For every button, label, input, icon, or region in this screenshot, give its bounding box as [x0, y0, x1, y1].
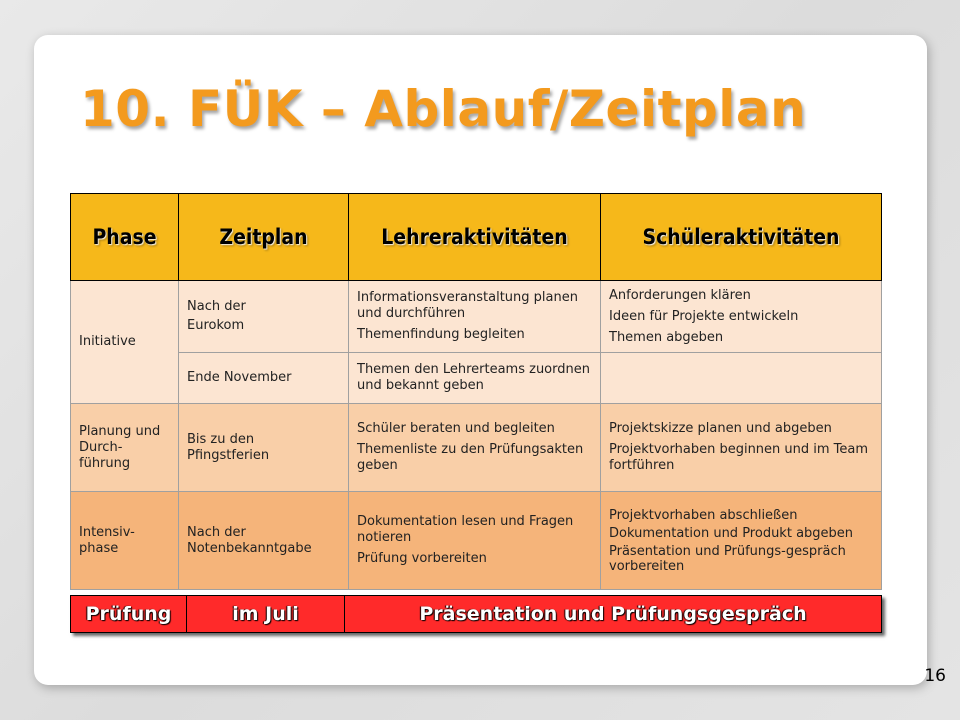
zeitplan-cell: Ende November	[179, 353, 349, 404]
header-phase: Phase	[71, 194, 179, 281]
lehrer-cell: Dokumentation lesen und Fragen notieren Prüfung vorbereiten	[349, 492, 601, 590]
lehrer-cell: Informationsveranstaltung planen und durchführen Themenfindung begleiten	[349, 281, 601, 353]
table-row	[71, 353, 882, 404]
zeitplan-cell: Bis zu den Pfingstferien	[179, 404, 349, 492]
header-schueleraktivitaeten: Schüleraktivitäten	[601, 194, 882, 281]
lehrer-cell: Schüler beraten und begleiten Themenliste zu den Prüfungsakten geben	[349, 404, 601, 492]
table-row	[71, 492, 882, 590]
schueler-cell: Anforderungen klären Ideen für Projekte entwickeln Themen abgeben	[601, 281, 882, 353]
phase-cell: Initiative	[71, 281, 179, 404]
schueler-cell: Projektskizze planen und abgeben Projektvorhaben beginnen und im Team fortführen	[601, 404, 882, 492]
page-number: 16	[924, 666, 946, 686]
zeitplan-cell: Nach der Notenbekanntgabe	[179, 492, 349, 590]
pruefung-time: im Juli	[187, 596, 345, 633]
phase-cell: Intensiv-phase	[71, 492, 179, 590]
table-row	[71, 281, 882, 353]
schedule-table	[70, 193, 882, 590]
phase-cell: Planung und Durch-führung	[71, 404, 179, 492]
slide-title: 10. FÜK – Ablauf/Zeitplan	[80, 80, 807, 138]
pruefung-label: Prüfung	[71, 596, 187, 633]
schueler-cell: Projektvorhaben abschließen Dokumentation und Produkt abgeben Präsentation und Prüfungs-gespräch vorbereiten	[601, 492, 882, 590]
lehrer-cell: Themen den Lehrerteams zuordnen und bekannt geben	[349, 353, 601, 404]
table-row	[71, 404, 882, 492]
header-lehreraktivitaeten: Lehreraktivitäten	[349, 194, 601, 281]
header-zeitplan: Zeitplan	[179, 194, 349, 281]
pruefung-bar	[70, 595, 882, 633]
schueler-cell	[601, 353, 882, 404]
pruefung-activity: Präsentation und Prüfungsgespräch	[345, 596, 882, 633]
table-header-row	[71, 194, 882, 281]
zeitplan-cell: Nach der Eurokom	[179, 281, 349, 353]
pruefung-row	[71, 596, 882, 633]
